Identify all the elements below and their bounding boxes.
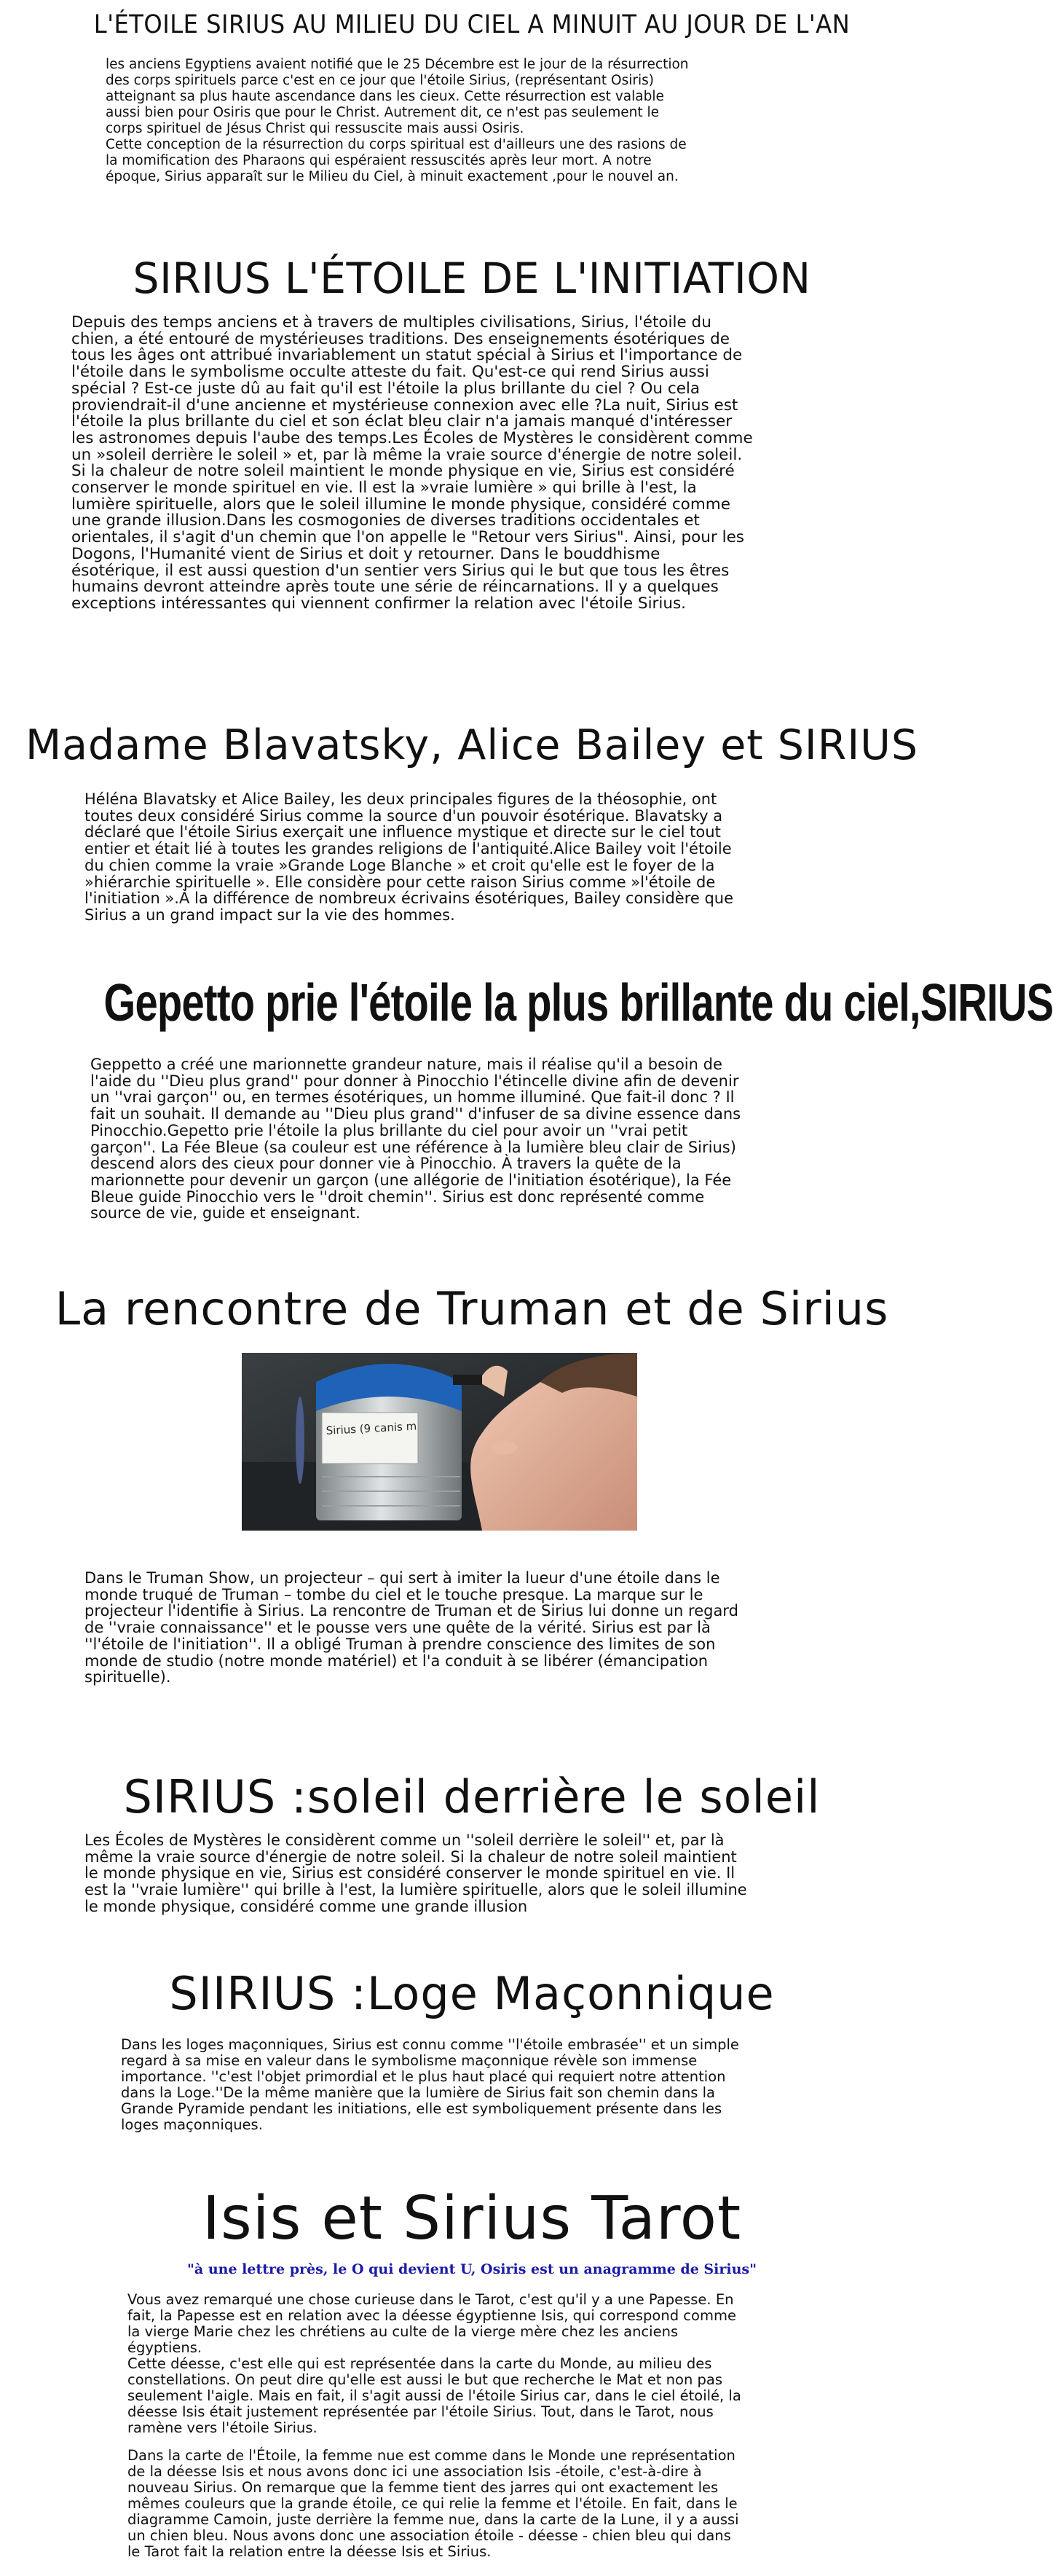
- section-text: Dans les loges maçonniques, Sirius est connu comme ''l'étoile embrasée'' et un simple regard à sa mise en valeur dans le symbolisme maçonnique révèle son immense importance. ''c'est l'objet primordial et le plus haut placé qui requiert notre attention dans la Loge.''De la même manière que la lumière de Sirius fait son chemin dans la Grande Pyramide pendant les initiations, elle est symboliquement présente dans les loges maçonniques.: [121, 2036, 739, 2133]
- section-text: Vous avez remarqué une chose curieuse dans le Tarot, c'est qu'il y a une Papesse. En fait, la Papesse est en relation avec la déesse égyptienne Isis, qui correspond comme la vierge Marie chez les chrétiens au culte de la vierge mère chez les anciens égyptiens. Cette déesse, c'est elle qui est représentée dans la carte du Monde, au milieu des constellations. On peut dire qu'elle est aussi le but que recherche le Mat et non pas seulement l'aigle. Mais en fait, il s'agit aussi de l'étoile Sirius car, dans le ciel étoilé, la déesse Isis était justement représentée par l'étoile Sirius. Tout, dans le Tarot, nous ramène vers l'étoile Sirius.: [127, 2291, 741, 2436]
- section-text: les anciens Egyptiens avaient notifié que le 25 Décembre est le jour de la résurrection des corps spirituels parce c'est en ce jour que l'étoile Sirius, (représentant Osiris) atteignant sa plus haute ascendance dans les cieux. Cette résurrection est valable aussi bien pour Osiris que pour le Christ. Autrement dit, ce n'est pas seulement le corps spirituel de Jésus Christ qui ressuscite mais aussi Osiris. Cette conception de la résurrection du corps spiritual est d'ailleurs une des rasions de la momification des Pharaons qui espéraient ressuscités après leur mort. A notre époque, Sirius apparaît sur le Milieu du Ciel, à minuit exactement ,pour le nouvel an.: [106, 57, 689, 184]
- section-title: SIIRIUS :Loge Maçonnique: [169, 1967, 775, 2020]
- projector-image: [242, 1353, 637, 1531]
- section-title: Isis et Sirius Tarot: [202, 2184, 742, 2253]
- projector-label: Sirius (9 canis m: [326, 1419, 417, 1437]
- section-text: Geppetto a créé une marionnette grandeur nature, mais il réalise qu'il a besoin de l'aide du ''Dieu plus grand'' pour donner à Pinocchio l'étincelle divine afin de devenir un ''vrai garçon'' ou, en termes ésotériques, un homme illuminé. Que fait-il donc ? Il fait un souhait. Il demande au ''Dieu plus grand'' d'infuser de sa divine essence dans Pinocchio.Gepetto prie l'étoile la plus brillante du ciel pour avoir un ''vrai petit garçon''. La Fée Bleue (sa couleur est une référence à la lumière bleu clair de Sirius) descend alors des cieux pour donner vie à Pinocchio. À travers la quête de la marionnette pour devenir un garçon (une allégorie de l'initiation ésotérique), la Fée Bleue guide Pinocchio vers le ''droit chemin''. Sirius est donc représenté comme source de vie, guide et enseignant.: [90, 1056, 741, 1222]
- section-title: Madame Blavatsky, Alice Bailey et SIRIUS: [25, 721, 919, 769]
- section-text: Les Écoles de Mystères le considèrent comme un ''soleil derrière le soleil'' et, par là même la vraie source d'énergie de notre soleil. Si la chaleur de notre soleil maintient le monde physique en vie, Sirius est considéré conserver le monde spirituel en vie. Il est la ''vraie lumière'' qui brille à l'est, la lumière spirituelle, alors que le soleil illumine le monde physique, considéré comme une grande illusion: [84, 1831, 747, 1915]
- section-title: La rencontre de Truman et de Sirius: [55, 1282, 889, 1335]
- truman-show-photo: [242, 1353, 637, 1531]
- anagram-quote: "à une lettre près, le O qui devient U, Osiris est un anagramme de Sirius": [187, 2261, 757, 2277]
- section-title: SIRIUS L'ÉTOILE DE L'INITIATION: [133, 254, 811, 303]
- section-text: Depuis des temps anciens et à travers de multiples civilisations, Sirius, l'étoile du chien, a été entouré de mystérieuses traditions. Des enseignements ésotériques de tous les âges ont attribué invariablement un statut spécial à Sirius et l'importance de l'étoile dans le symbolisme occulte atteste du fait. Qu'est-ce qui rend Sirius aussi spécial ? Est-ce juste dû au fait qu'il est l'étoile la plus brillante du ciel ? Ou cela proviendrait-il d'une ancienne et mystérieuse connexion avec elle ?La nuit, Sirius est l'étoile la plus brillante du ciel et son éclat bleu clair n'a jamais manqué d'intéresser les astronomes depuis l'aube des temps.Les Écoles de Mystères le considèrent comme un »soleil derrière le soleil » et, par là même la vraie source d'énergie de notre soleil. Si la chaleur de notre soleil maintient le monde physique en vie, Sirius est considéré conserver le monde spirituel en vie. Il est la »vraie lumière » qui brille à l'est, la lumière spirituelle, alors que le soleil illumine le monde physique, considéré comme une grande illusion.Dans les cosmogonies de diverses traditions occidentales et orientales, il s'agit d'un chemin que l'on appelle le "Retour vers Sirius". Ainsi, pour les Dogons, l'Humanité vient de Sirius et doit y retourner. Dans le bouddhisme ésotérique, il est aussi question d'un sentier vers Sirius qui le but que tous les êtres humains devront atteindre après toute une série de réincarnations. Il y a quelques exceptions intéressantes qui viennent confirmer la relation avec l'étoile Sirius.: [71, 313, 753, 613]
- section-title: L'ÉTOILE SIRIUS AU MILIEU DU CIEL A MINUIT AU JOUR DE L'AN: [93, 10, 851, 39]
- section-title: Gepetto prie l'étoile la plus brillante du ciel,SIRIUS: [103, 974, 1053, 1032]
- section-text: Dans la carte de l'Étoile, la femme nue est comme dans le Monde une représentation de la déesse Isis et nous avons donc ici une association Isis -étoile, c'est-à-dire à nouveau Sirius. On remarque que la femme tient des jarres qui ont exactement les mêmes couleurs que la grande étoile, ce qui relie la femme et l'étoile. En fait, dans le diagramme Camoin, juste derrière la femme nue, dans la carte de la Lune, il y a aussi un chien bleu. Nous avons donc une association étoile - déesse - chien bleu qui dans le Tarot fait la relation entre la déesse Isis et Sirius.: [127, 2447, 739, 2560]
- section-text: Héléna Blavatsky et Alice Bailey, les deux principales figures de la théosophie, ont toutes deux considéré Sirius comme la source d'un pouvoir ésotérique. Blavatsky a déclaré que l'étoile Sirius exerçait une influence mystique et directe sur le ciel tout entier et était lié à toutes les grandes religions de l'antiquité.Alice Bailey voit l'étoile du chien comme la vraie »Grande Loge Blanche » et croit qu'elle est le foyer de la »hiérarchie spirituelle ». Elle considère pour cette raison Sirius comme »l'étoile de l'initiation ».À la différence de nombreux écrivains ésotériques, Bailey considère que Sirius a un grand impact sur la vie des hommes.: [84, 790, 734, 924]
- section-title: SIRIUS :soleil derrière le soleil: [123, 1770, 821, 1823]
- section-text: Dans le Truman Show, un projecteur – qui sert à imiter la lueur d'une étoile dans le monde truqué de Truman – tombe du ciel et le touche presque. La marque sur le projecteur l'identifie à Sirius. La rencontre de Truman et de Sirius lui donne un regard de ''vraie connaissance'' et le pousse vers une quête de la vérité. Sirius est par là ''l'étoile de l'initiation''. Il a obligé Truman à prendre conscience des limites de son monde de studio (notre monde matériel) et l'a conduit à se libérer (émancipation spirituelle).: [84, 1569, 738, 1686]
